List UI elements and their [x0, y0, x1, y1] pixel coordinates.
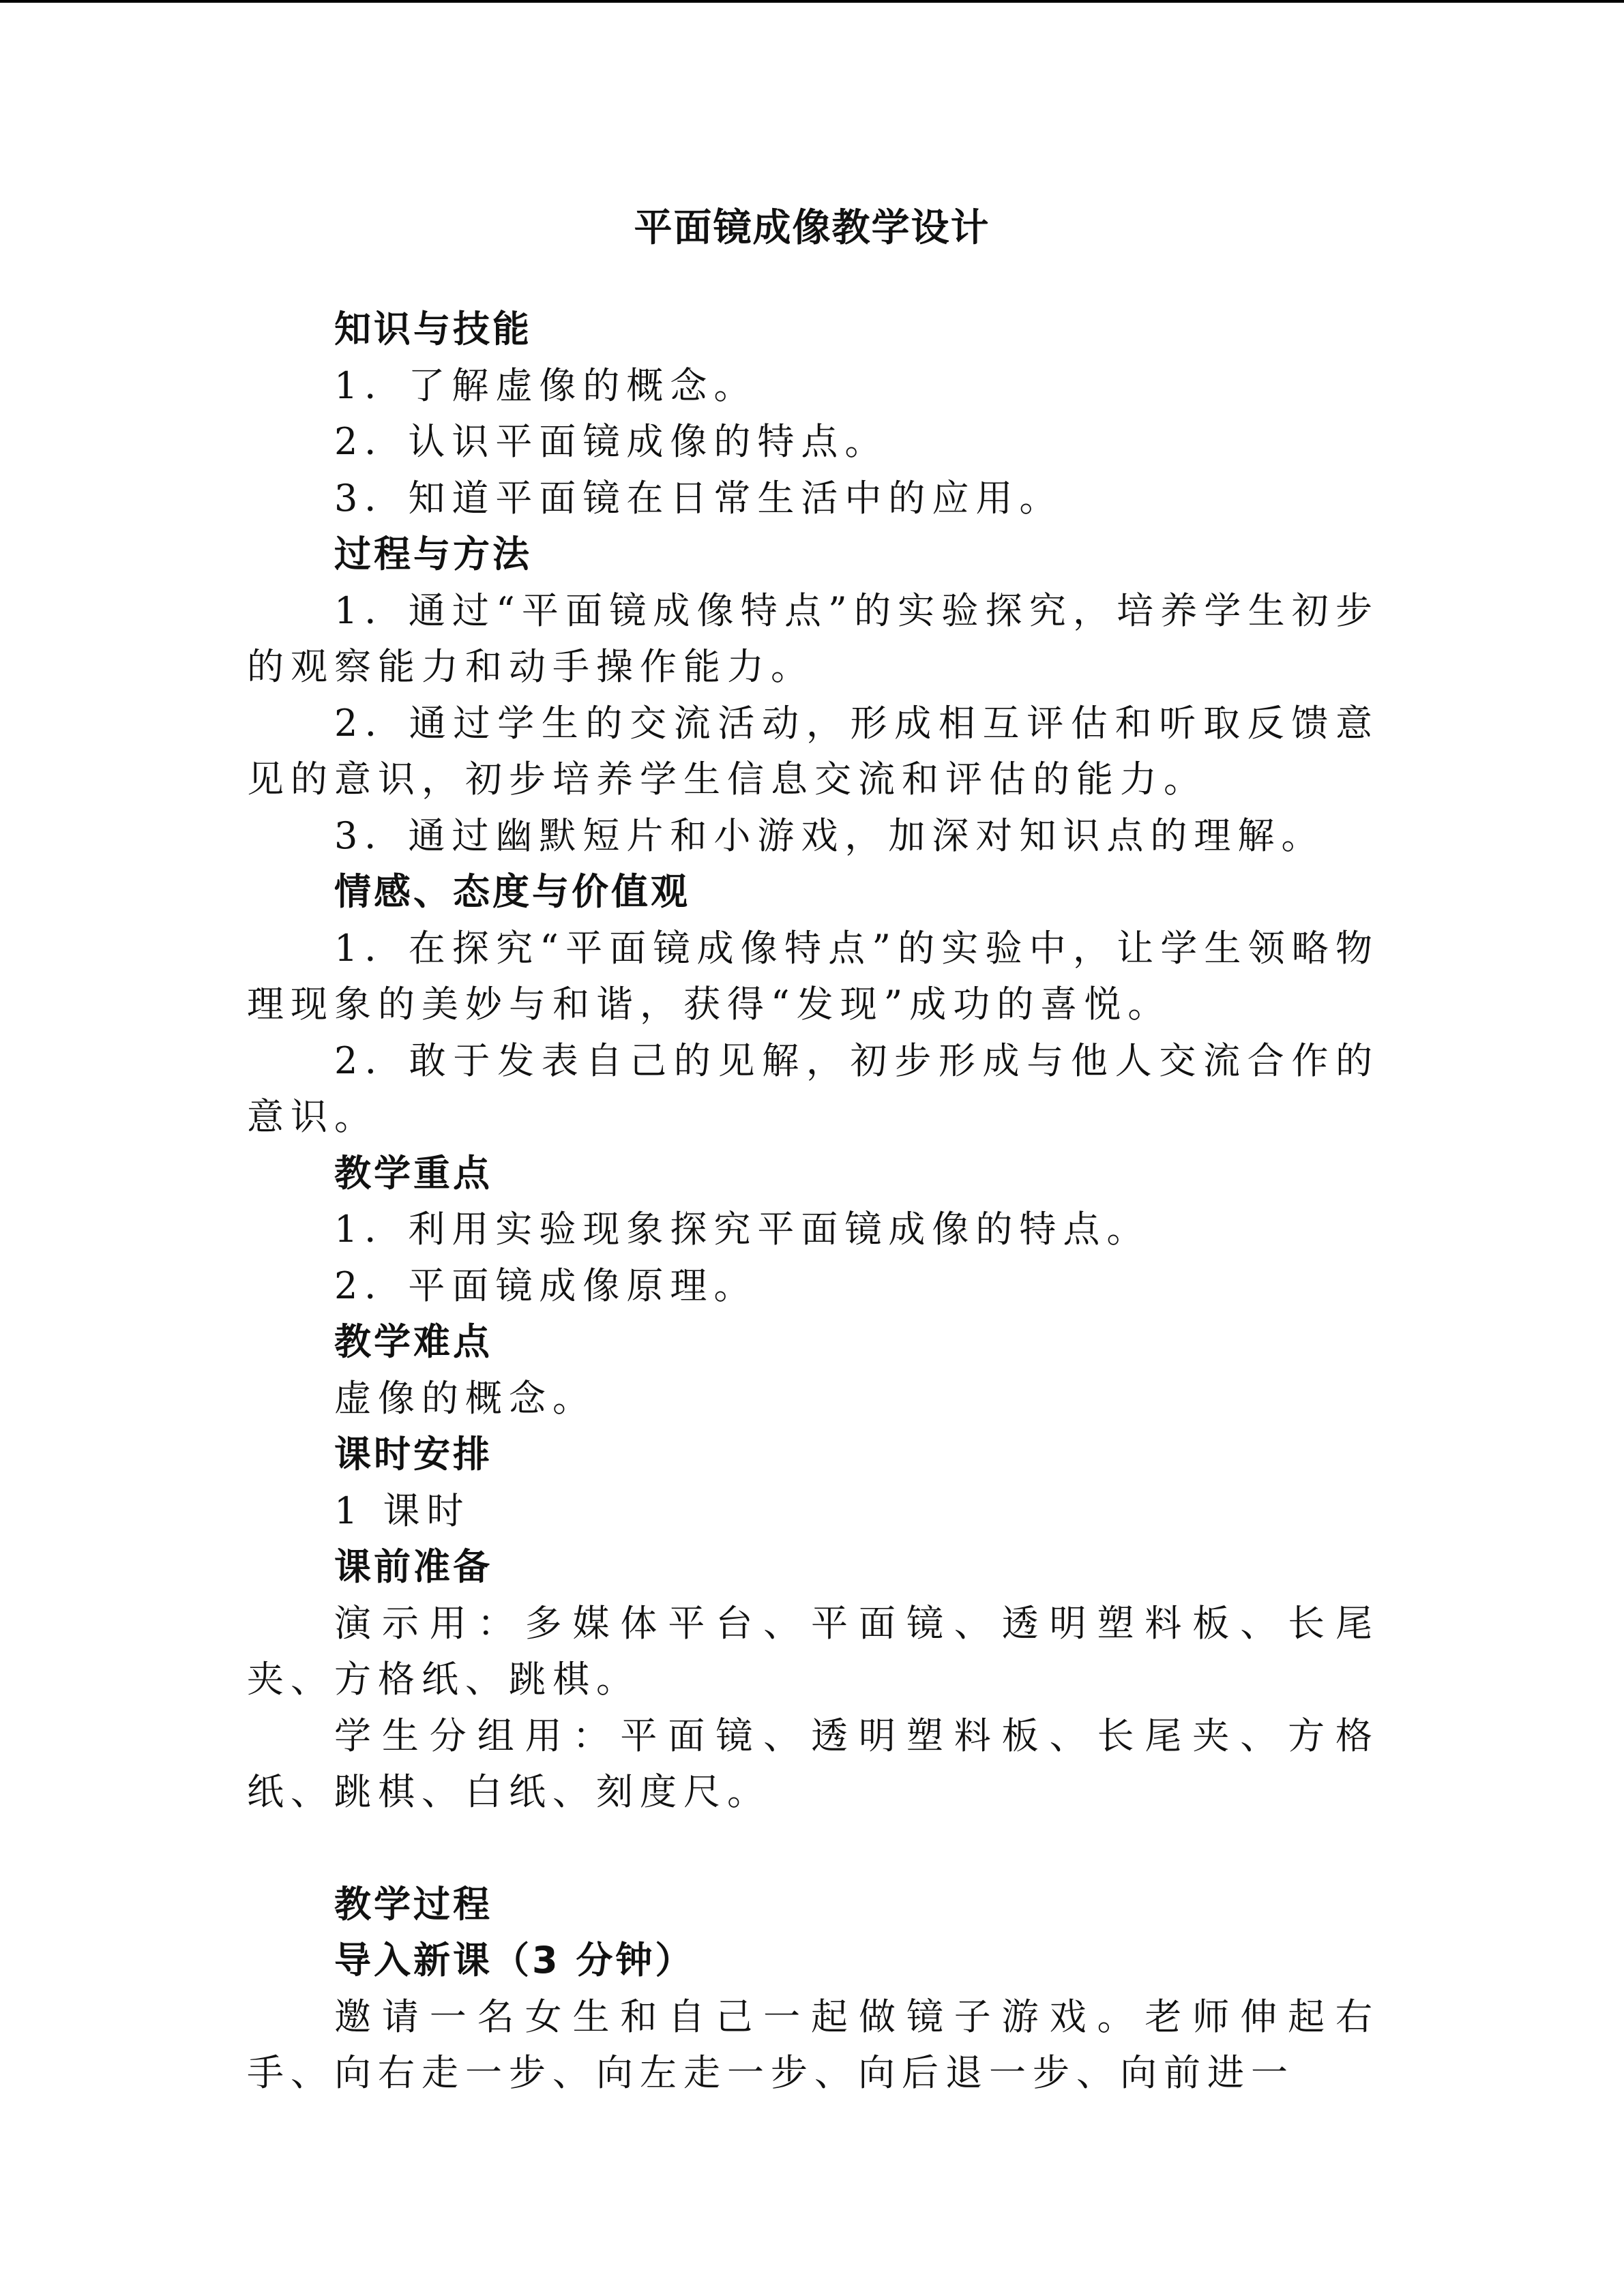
body-paragraph: 1．在探究“平面镜成像特点”的实验中，让学生领略物理现象的美妙与和谐，获得“发现”成功的喜悦。: [247, 926, 1379, 1026]
body-paragraph: 2．通过学生的交流活动，形成相互评估和听取反馈意见的意识，初步培养学生信息交流和评估的能力。: [247, 701, 1379, 801]
body-paragraph: 1 课时: [334, 1489, 471, 1532]
body-paragraph: 3．知道平面镜在日常生活中的应用。: [334, 476, 1063, 520]
body-paragraph: 学生分组用：平面镜、透明塑料板、长尾夹、方格纸、跳棋、白纸、刻度尺。: [247, 1714, 1379, 1813]
document-body: [247, 301, 1379, 2102]
body-paragraph: 2．认识平面镜成像的特点。: [334, 420, 889, 463]
section-heading: 教学难点: [334, 1320, 492, 1363]
section-heading: 教学过程: [334, 1882, 492, 1926]
body-paragraph: 2．敢于发表自己的见解，初步形成与他人交流合作的意识。: [247, 1039, 1379, 1138]
section-heading: 情感、态度与价值观: [334, 870, 690, 913]
body-paragraph: 3．通过幽默短片和小游戏，加深对知识点的理解。: [334, 814, 1325, 857]
body-paragraph: 邀请一名女生和自己一起做镜子游戏。老师伸起右手、向右走一步、向左走一步、向后退一步、向前进一: [247, 1995, 1379, 2094]
body-paragraph: 虚像的概念。: [334, 1376, 596, 1420]
top-border-line: [0, 0, 1624, 3]
document-title: 平面镜成像教学设计: [634, 206, 990, 250]
section-heading: 过程与方法: [334, 533, 532, 576]
body-paragraph: 1．通过“平面镜成像特点”的实验探究，培养学生初步的观察能力和动手操作能力。: [247, 588, 1379, 688]
section-heading: 导入新课（3 分钟）: [334, 1939, 695, 1982]
body-paragraph: 1．利用实验现象探究平面镜成像的特点。: [334, 1208, 1151, 1251]
section-heading: 知识与技能: [334, 308, 532, 351]
section-heading: 课前准备: [334, 1545, 492, 1588]
body-paragraph: 演示用：多媒体平台、平面镜、透明塑料板、长尾夹、方格纸、跳棋。: [247, 1601, 1379, 1701]
section-heading: 教学重点: [334, 1151, 492, 1195]
body-paragraph: 1．了解虚像的概念。: [334, 363, 758, 407]
body-paragraph: 2．平面镜成像原理。: [334, 1264, 758, 1307]
section-heading: 课时安排: [334, 1433, 492, 1476]
